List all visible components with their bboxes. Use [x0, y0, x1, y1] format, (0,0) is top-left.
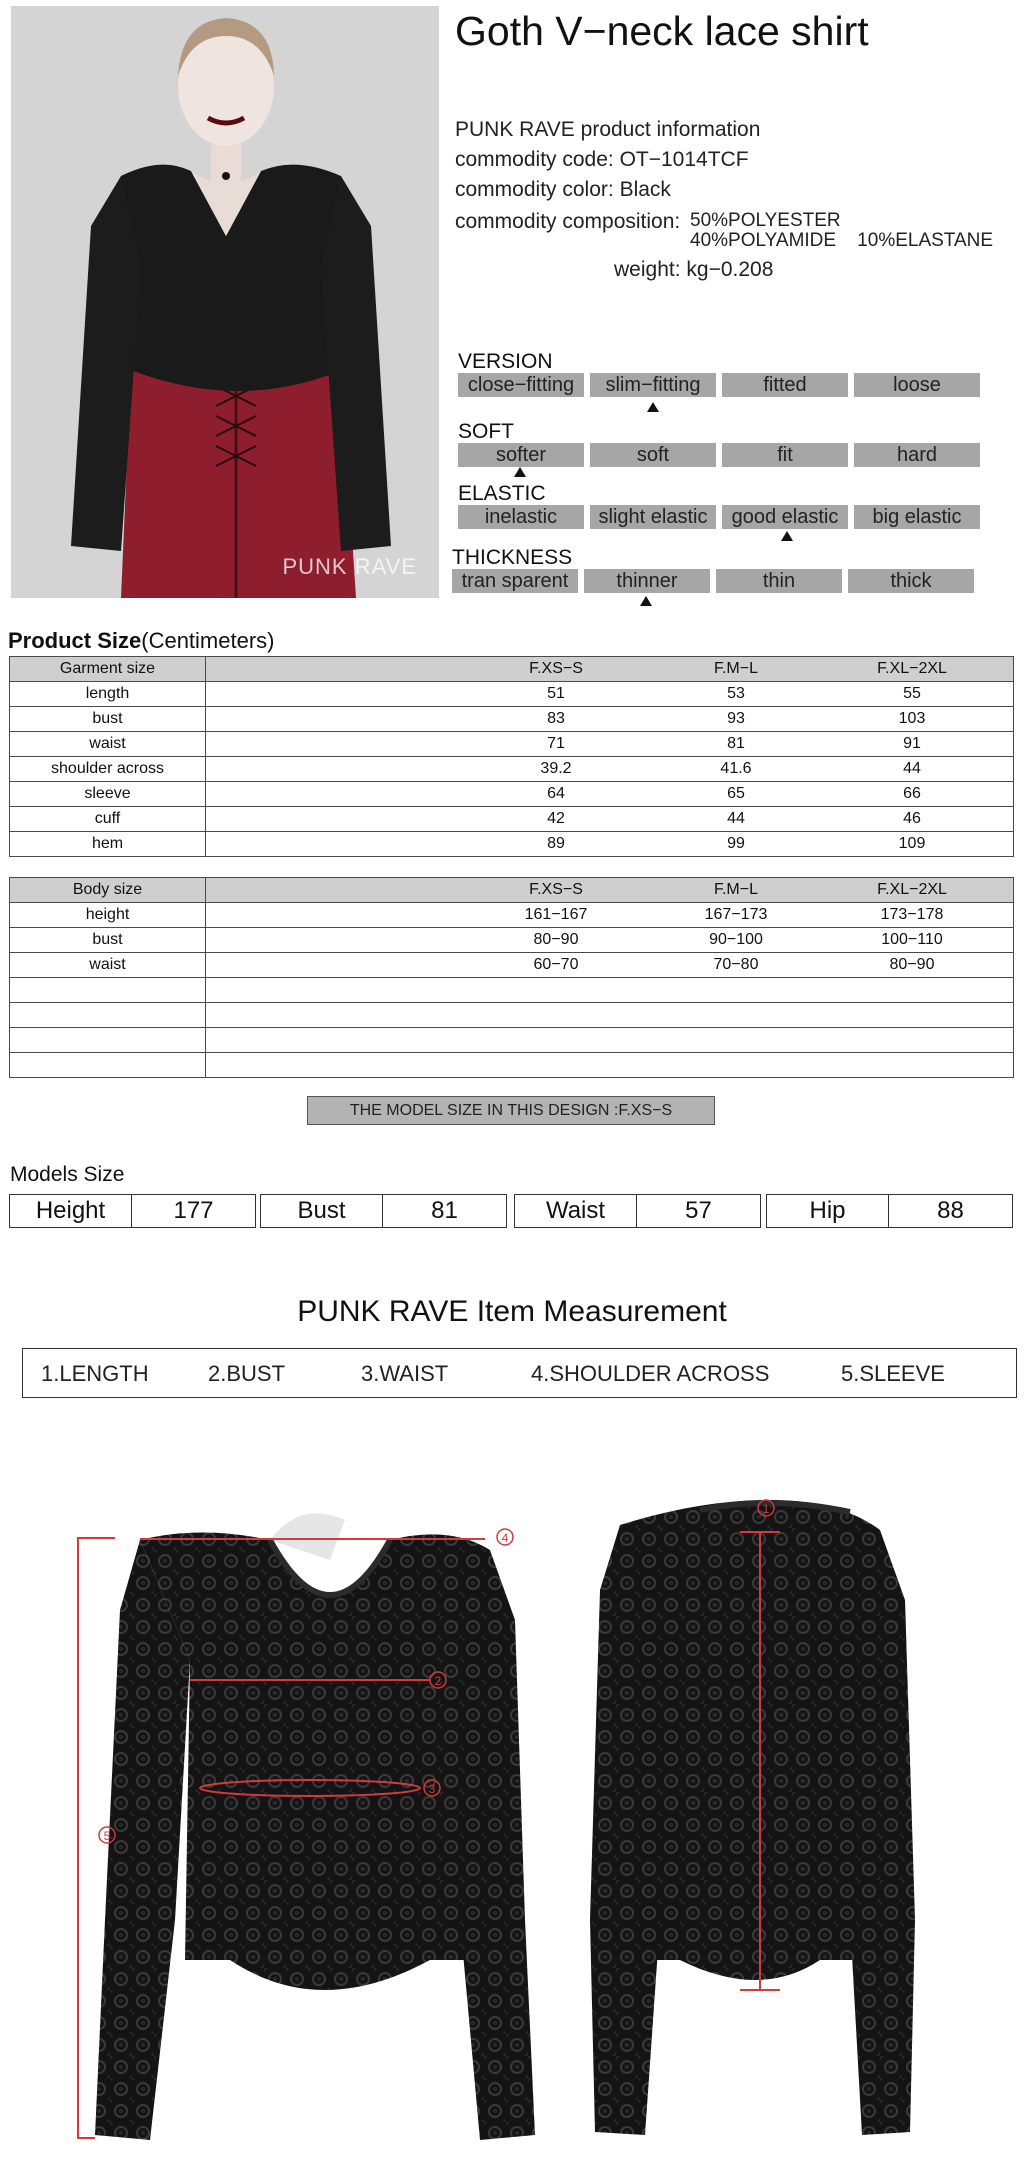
color-value: Black: [619, 178, 671, 201]
elastic-label: ELASTIC: [458, 482, 546, 505]
watermark: PUNK RAVE: [282, 554, 417, 579]
model-height: [9, 1194, 256, 1228]
cell: 100−110: [881, 931, 943, 948]
row-label: waist: [10, 732, 206, 757]
header-values: [206, 657, 1014, 682]
elastic-option: big elastic: [854, 505, 980, 529]
header-cell: F.XL−2XL: [877, 660, 947, 677]
measure-item-waist: 3.WAIST: [361, 1361, 449, 1386]
version-option: fitted: [722, 373, 848, 397]
thickness-label: THICKNESS: [452, 546, 573, 569]
soft-label: SOFT: [458, 420, 514, 443]
color-label: commodity color:: [455, 178, 614, 201]
weight-value: kg−0.208: [686, 258, 774, 281]
elastic-marker: [781, 531, 793, 541]
header-cell: F.XS−S: [529, 660, 583, 677]
product-size-title: [8, 628, 275, 654]
product-size-heading: Product Size: [8, 628, 142, 653]
table-header-row: [10, 878, 1014, 903]
measurement-title: PUNK RAVE Item Measurement: [297, 1295, 727, 1328]
back-view: [590, 1500, 915, 2135]
cell: 81: [727, 735, 745, 752]
measure-item-length: 1.LENGTH: [41, 1361, 149, 1386]
elastic-option: inelastic: [458, 505, 584, 529]
cell: 60−70: [533, 956, 579, 973]
cell: 51: [547, 685, 565, 702]
cell: 65: [727, 785, 745, 802]
measurement-legend: [22, 1348, 1017, 1398]
table-row: [10, 807, 1014, 832]
thickness-option: tran sparent: [452, 569, 578, 593]
front-view: [78, 1513, 535, 2140]
table-row: [10, 707, 1014, 732]
header-cell: F.M−L: [713, 881, 758, 898]
cell: 103: [898, 710, 926, 727]
model-size-banner: THE MODEL SIZE IN THIS DESIGN :F.XS−S: [307, 1096, 715, 1125]
cell: 83: [547, 710, 565, 727]
soft-scale: [458, 443, 980, 467]
table-row: [10, 782, 1014, 807]
table-row: [10, 757, 1014, 782]
row-label: cuff: [10, 807, 206, 832]
model-height-label: Height: [10, 1195, 132, 1227]
cell: 41.6: [720, 760, 752, 777]
row-label: bust: [10, 928, 206, 953]
table-row: [10, 1028, 1014, 1053]
header-cell: F.M−L: [713, 660, 758, 677]
body-size-table: [9, 877, 1014, 1078]
model-bust: [260, 1194, 507, 1228]
thickness-option: thin: [716, 569, 842, 593]
cell: 42: [547, 810, 565, 827]
table-row: [10, 1053, 1014, 1078]
cell: 80−90: [889, 956, 935, 973]
cell: 39.2: [540, 760, 572, 777]
marker-waist: 3: [428, 1782, 436, 1796]
cell: 161−167: [524, 906, 588, 923]
row-label: shoulder across: [10, 757, 206, 782]
commodity-color: [455, 178, 671, 202]
cell: 99: [727, 835, 745, 852]
commodity-code: [455, 148, 749, 172]
header-cell: F.XS−S: [529, 881, 583, 898]
table-row: [10, 953, 1014, 978]
models-size-title: Models Size: [10, 1163, 125, 1186]
header-cell: F.XL−2XL: [877, 881, 947, 898]
table-row: [10, 928, 1014, 953]
cell: 70−80: [713, 956, 759, 973]
row-label: height: [10, 903, 206, 928]
marker-bust: 2: [434, 1674, 442, 1688]
row-label: sleeve: [10, 782, 206, 807]
table-row: [10, 903, 1014, 928]
measure-item-bust: 2.BUST: [208, 1361, 286, 1386]
cell: 109: [898, 835, 926, 852]
marker-shoulder: 4: [501, 1531, 509, 1545]
unit-label: (Centimeters): [141, 628, 275, 653]
product-photo: [11, 6, 439, 598]
model-bust-value: 81: [431, 1197, 458, 1224]
thickness-option: thick: [848, 569, 974, 593]
code-label: commodity code:: [455, 148, 614, 171]
cell: 90−100: [709, 931, 763, 948]
soft-option: softer: [458, 443, 584, 467]
version-option: loose: [854, 373, 980, 397]
cell: 89: [547, 835, 565, 852]
row-label: length: [10, 682, 206, 707]
elastic-option: good elastic: [722, 505, 848, 529]
elastic-scale: [458, 505, 980, 529]
info-heading: PUNK RAVE product information: [455, 118, 761, 141]
model-waist-value: 57: [685, 1197, 712, 1224]
version-option: close−fitting: [458, 373, 584, 397]
weight-label: weight:: [614, 258, 681, 281]
composition-line1: 50%POLYESTER: [690, 210, 841, 231]
soft-option: fit: [722, 443, 848, 467]
measure-item-sleeve: 5.SLEEVE: [841, 1361, 945, 1386]
model-bust-label: Bust: [261, 1195, 383, 1227]
table-row: [10, 1003, 1014, 1028]
product-size-table: [9, 656, 1014, 857]
model-hip-label: Hip: [767, 1195, 889, 1227]
weight: [614, 258, 773, 282]
cell: 91: [903, 735, 921, 752]
cell: 80−90: [533, 931, 579, 948]
model-waist-label: Waist: [515, 1195, 637, 1227]
product-title: Goth V−neck lace shirt: [455, 8, 869, 54]
table-row: [10, 978, 1014, 1003]
thickness-option: thinner: [584, 569, 710, 593]
marker-length: 1: [762, 1502, 770, 1516]
thickness-scale: [452, 569, 974, 593]
measure-item-shoulder: 4.SHOULDER ACROSS: [531, 1361, 770, 1386]
model-illustration: [11, 6, 439, 598]
version-marker: [647, 402, 659, 412]
cell: 55: [903, 685, 921, 702]
model-hip: [766, 1194, 1013, 1228]
soft-option: hard: [854, 443, 980, 467]
row-label: hem: [10, 832, 206, 857]
row-label: bust: [10, 707, 206, 732]
composition-line2: 40%POLYAMIDE 10%ELASTANE: [690, 230, 994, 251]
cell: 173−178: [880, 906, 944, 923]
elastic-option: slight elastic: [590, 505, 716, 529]
version-label: VERSION: [458, 350, 553, 373]
cell: 64: [547, 785, 565, 802]
cell: 53: [727, 685, 745, 702]
soft-marker: [514, 467, 526, 477]
version-scale: [458, 373, 980, 397]
table-row: [10, 682, 1014, 707]
cell: 167−173: [704, 906, 768, 923]
model-hip-value: 88: [937, 1197, 964, 1224]
model-height-value: 177: [173, 1197, 214, 1224]
cell: 71: [547, 735, 565, 752]
version-option: slim−fitting: [590, 373, 716, 397]
cell: 46: [903, 810, 921, 827]
table-header-row: [10, 657, 1014, 682]
composition-label: commodity composition:: [455, 210, 681, 233]
row-label: waist: [10, 953, 206, 978]
marker-sleeve: 5: [103, 1829, 111, 1843]
cell: 44: [903, 760, 921, 777]
cell: 93: [727, 710, 745, 727]
header-cell: Body size: [10, 878, 206, 903]
thickness-marker: [640, 596, 652, 606]
code-value: OT−1014TCF: [619, 148, 749, 171]
model-waist: [514, 1194, 761, 1228]
cell: 44: [727, 810, 745, 827]
garment-diagrams: [0, 1440, 1024, 2160]
table-row: [10, 732, 1014, 757]
header-cell: Garment size: [10, 657, 206, 682]
table-row: [10, 832, 1014, 857]
soft-option: soft: [590, 443, 716, 467]
cell: 66: [903, 785, 921, 802]
